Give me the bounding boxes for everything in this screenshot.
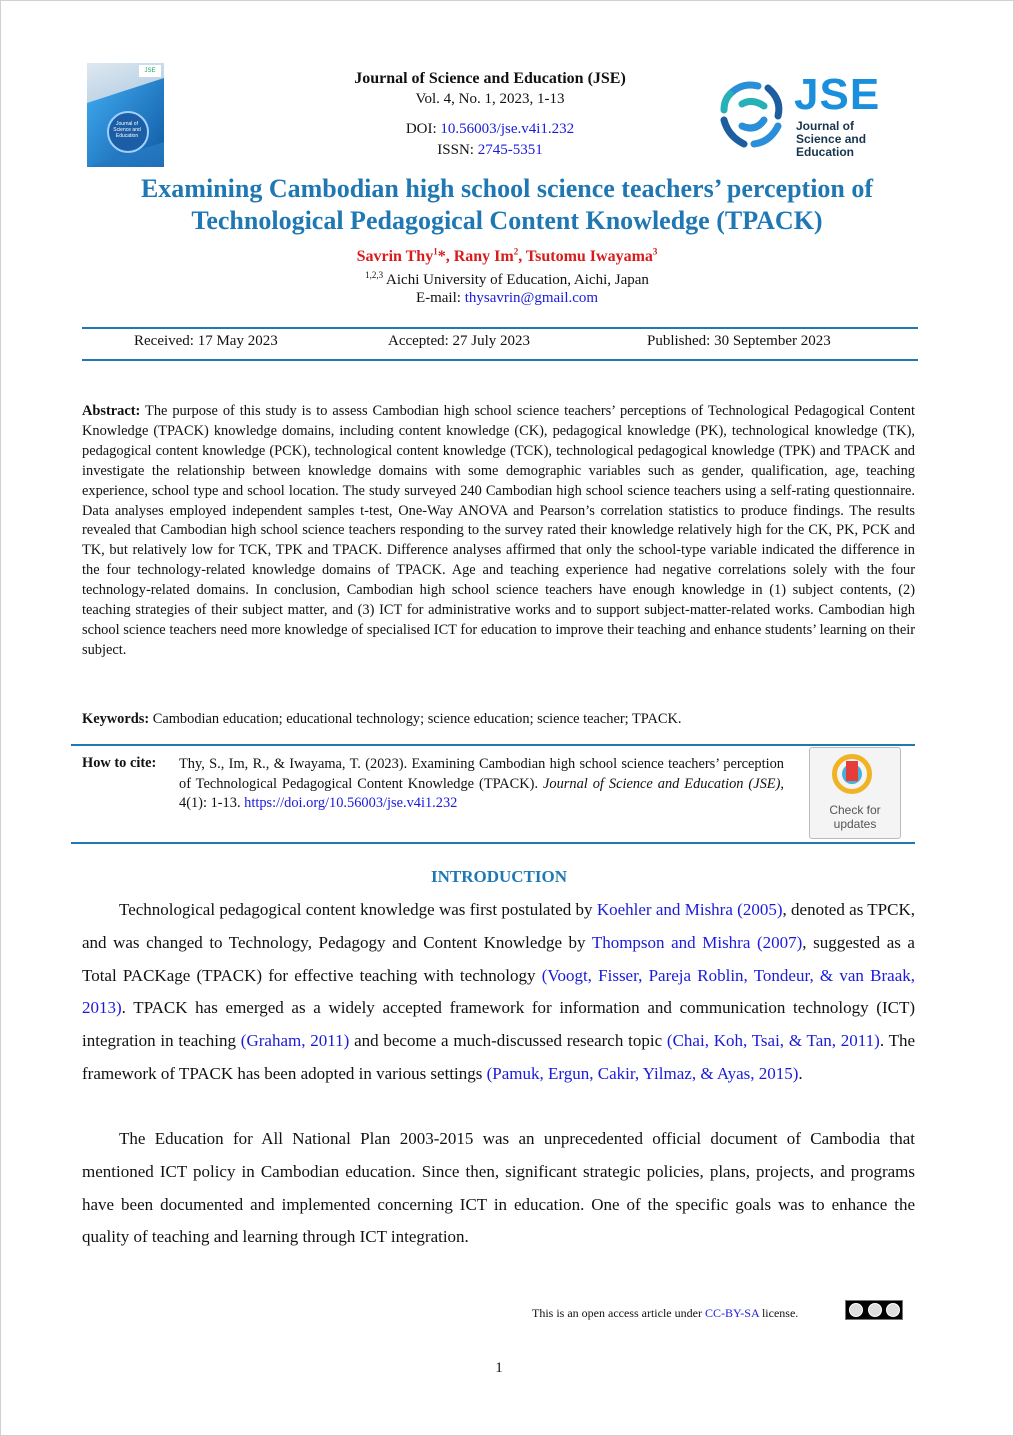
dates-bottom-rule — [82, 359, 918, 361]
received-date: Received: 17 May 2023 — [134, 333, 278, 349]
keywords-label: Keywords: — [82, 711, 150, 727]
paragraph-text: , suggested as a Total PACKage (TPACK) for effective teaching with technology — [82, 932, 915, 985]
affiliation: $^{1,2,3}$ Aichi University of Education, Aichi, Japan — [365, 270, 649, 288]
paragraph-text: and become a much-discussed research topic — [349, 1031, 667, 1051]
issn-link[interactable]: 2745-5351 — [477, 142, 543, 158]
cite-journal: Journal of Science and Education (JSE) — [543, 775, 781, 792]
title-line2: Technological Pedagogical Content Knowledge (TPACK) — [191, 206, 823, 235]
citation-link[interactable]: Thompson and Mishra (2007) — [591, 932, 803, 952]
journal-name: Journal of Science and Education (JSE) — [354, 70, 626, 87]
citation-text: Thy, S., Im, R., & Iwayama, T. (2023). Examining Cambodian high school science teachers’ perception of Technological Pedagogical Content Knowledge (TPACK). Journal of Science and Education (JSE), 4(1): 1-13. https://doi.org/10.56003/jse.v4i1.232 — [179, 756, 784, 811]
abstract — [82, 402, 915, 661]
paragraph-text: . TPACK has emerged as a widely accepted framework for information and communication technology (ICT) integration in teaching — [82, 998, 915, 1051]
page-number: 1 — [495, 1360, 503, 1376]
accepted-date: Accepted: 27 July 2023 — [388, 333, 531, 349]
paragraph-text: . — [798, 1063, 803, 1083]
check-updates-label: Check for updates — [829, 803, 881, 831]
logo-abbreviation: JSE — [794, 70, 881, 119]
affiliation-marks: 1,2,3 — [365, 270, 384, 280]
cite-label: How to cite: — [82, 755, 157, 771]
citation-link[interactable]: Koehler and Mishra (2005) — [596, 900, 783, 919]
doi-link[interactable]: 10.56003/jse.v4i1.232 — [440, 121, 575, 137]
intro-paragraph-2: The Education for All National Plan 2003-2015 was an unprecedented official document of Cambodia that mentioned ICT policy in Cambodian education. Since then, significant strategic policies, plans, projects, and programs have been documented and implemented concerning ICT in education. One of the specific goals was to enhance the quality of teaching and learning through ICT integration. — [82, 1129, 915, 1247]
email-link[interactable]: thysavrin@gmail.com — [464, 290, 599, 306]
logo-emblem-icon — [712, 74, 794, 158]
author-list — [0, 247, 1014, 266]
author-1: Savrin Thy$^1$*, — [356, 247, 454, 266]
keywords — [82, 711, 915, 728]
by-icon — [868, 1303, 882, 1317]
check-for-updates-button[interactable] — [809, 747, 901, 839]
citation-link[interactable]: (Voogt, Fisser, Pareja Roblin, Tondeur, & van Braak, 2013) — [82, 965, 915, 1018]
dates-top-rule — [82, 327, 918, 329]
author-email: E-mail: thysavrin@gmail.com — [415, 290, 599, 306]
volume-info: Vol. 4, No. 1, 2023, 1-13 — [415, 91, 565, 107]
license-notice: This is an open access article under CC-BY-SA license. — [532, 1306, 799, 1320]
logo-name — [796, 120, 892, 159]
author-2: Rany Im$^2$, — [453, 247, 526, 266]
citation-link[interactable]: (Graham, 2011) — [240, 1031, 350, 1051]
issn-line — [290, 142, 690, 159]
issn-label: ISSN: — [437, 142, 478, 158]
cite-doi-link[interactable]: https://doi.org/10.56003/jse.v4i1.232 — [244, 795, 458, 811]
license-link[interactable]: CC-BY-SA — [704, 1306, 759, 1320]
logo-name-line2: Science and Education — [796, 132, 867, 159]
abstract-label: Abstract: — [82, 403, 141, 419]
paragraph-text: Technological pedagogical content knowledge was first postulated by — [119, 900, 597, 919]
intro-paragraph-1 — [82, 894, 915, 1091]
abstract-text: The purpose of this study is to assess Cambodian high school science teachers’ perceptions of Technological Pedagogical Content Knowledge (TPACK) knowledge domains, including content knowledge (CK), pedagogical knowledge (PK), technological knowledge (TK), pedagogical content knowledge (PCK), technological content knowledge (TCK), technological pedagogical knowledge (TPK) and TPACK and investigate the relationship between knowledge domains with some demographic variables such as gender, qualification, age, teaching experience, school type and school location. The study surveyed 240 Cambodian high school science teachers using a self-rating questionnaire. Data analyses employed independent samples t-test, One-Way ANOVA and Pearson’s correlation statistics to produce findings. The results revealed that Cambodian high school science teachers responding to the survey rated their knowledge relatively high for the CK, PK, PCK and TK, but relatively low for TCK, TPK and TPACK. Difference analyses affirmed that only the school-type variable indicated the difference in the four technology-related knowledge domains of TPACK. Age and teaching experience had negative correlations solely with the four technology-related domains. In conclusion, Cambodian high school science teachers have enough knowledge in (1) subject contents, (2) teaching strategies of their subject matter, and (3) ICT for administrative works and to support subject-matter-related works. Cambodian high school science teachers need more knowledge of specialised ICT for education to improve their teaching and enhance students’ learning on their subject. — [82, 403, 915, 658]
paragraph-text: . The framework of TPACK has been adopted in various settings — [82, 1031, 915, 1083]
doi-label: DOI: — [405, 121, 441, 137]
sa-icon — [886, 1303, 900, 1317]
keywords-text: Cambodian education; educational technology; science education; science teacher; TPACK. — [149, 711, 682, 727]
cc-by-sa-badge-icon[interactable] — [845, 1300, 903, 1320]
article-title — [60, 173, 954, 237]
cc-icon — [849, 1303, 863, 1317]
jse-logo — [712, 70, 892, 159]
cover-badge: JSE — [139, 65, 161, 77]
cite-bottom-rule — [71, 842, 915, 844]
journal-cover-thumbnail — [87, 63, 164, 167]
cite-top-rule — [71, 744, 915, 746]
section-heading-introduction: INTRODUCTION — [430, 867, 568, 886]
author-3: Tsutomu Iwayama$^3$ — [525, 247, 658, 266]
paragraph-text: , denoted as TPCK, and was changed to Technology, Pedagogy and Content Knowledge by — [82, 900, 915, 952]
doi-line — [290, 121, 690, 138]
citation-link[interactable]: (Chai, Koh, Tsai, & Tan, 2011) — [666, 1031, 880, 1051]
bookmark-flag-icon — [846, 761, 858, 781]
citation-link[interactable]: (Pamuk, Ergun, Cakir, Yilmaz, & Ayas, 2015) — [486, 1063, 799, 1083]
cover-text: Journal of Science and Education — [113, 121, 141, 139]
title-line1: Examining Cambodian high school science teachers’ perception of — [140, 174, 874, 203]
published-date: Published: 30 September 2023 — [647, 333, 831, 349]
logo-name-line1: Journal of — [796, 119, 855, 133]
